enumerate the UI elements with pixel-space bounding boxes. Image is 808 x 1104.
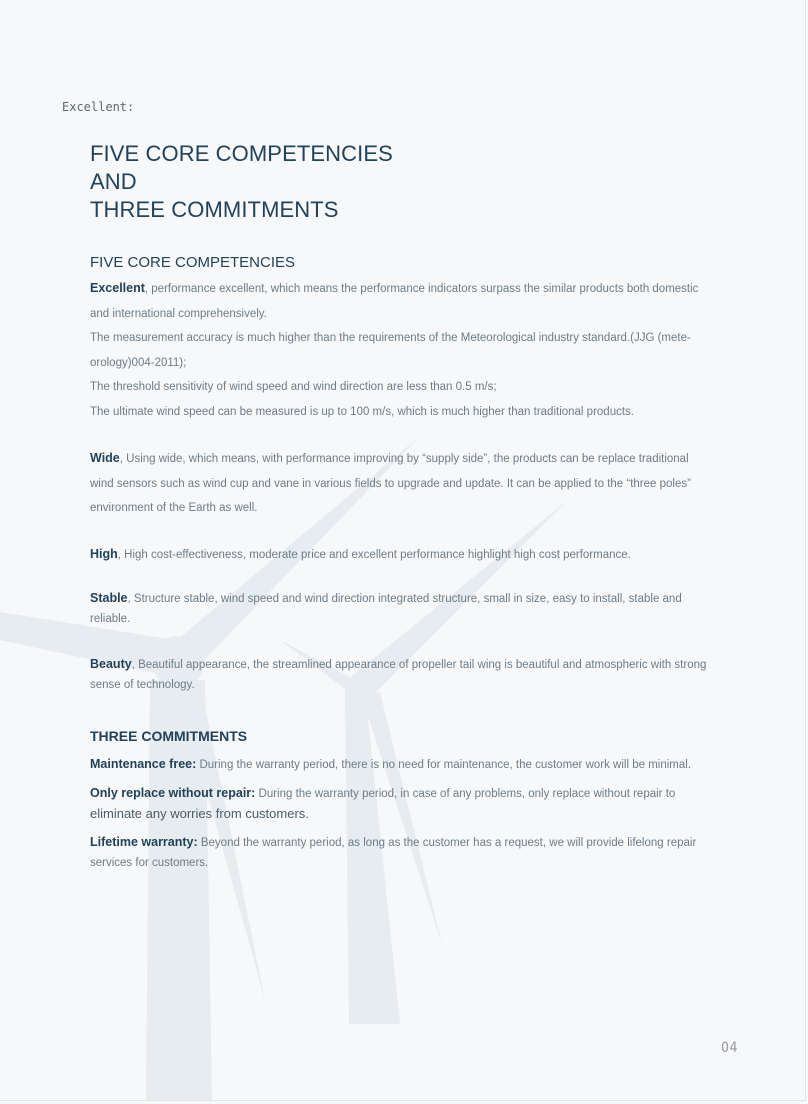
term-lifetime: Lifetime warranty: <box>90 835 198 849</box>
text: Beyond the warranty period, as long as the customer has a request, we will provide lifelong repair <box>197 837 697 849</box>
term-high: High <box>90 547 118 561</box>
paragraph-line <box>90 276 734 302</box>
paragraph-line: sense of technology. <box>90 679 195 691</box>
text: , performance excellent, which means the performance indicators surpass the similar products both domestic <box>144 283 699 295</box>
paragraph-line: The threshold sensitivity of wind speed and wind direction are less than 0.5 m/s; <box>90 381 497 393</box>
paragraph-line: orology)004-2011); <box>90 356 187 369</box>
stable-paragraph <box>90 588 734 629</box>
five-competencies-heading: FIVE CORE COMPETENCIES <box>90 254 296 271</box>
paragraph-line <box>90 588 734 609</box>
paragraph-line: reliable. <box>90 613 131 625</box>
paragraph-line: The ultimate wind speed can be measured is up to 100 m/s, which is much higher than traditional products. <box>90 405 634 418</box>
text: , Using wide, which means, with performance improving by “supply side”, the products can be replace traditional <box>119 453 689 465</box>
paragraph-line: wind sensors such as wind cup and vane in various fields to upgrade and update. It can be applied to the “three poles” <box>90 477 691 490</box>
title-line: THREE COMMITMENTS <box>90 197 339 222</box>
paragraph-line: environment of the Earth as well. <box>90 502 258 514</box>
term-beauty: Beauty <box>90 657 132 671</box>
excellent-paragraph <box>90 276 734 424</box>
term-stable: Stable <box>90 591 128 605</box>
high-paragraph <box>90 542 734 568</box>
term-wide: Wide <box>90 451 120 465</box>
paragraph-line <box>90 654 734 675</box>
three-commitments-heading: THREE COMMITMENTS <box>90 728 248 744</box>
text: , Structure stable, wind speed and wind direction integrated structure, small in size, easy to install, stable and <box>127 593 682 605</box>
paragraph-line: and international comprehensively. <box>90 307 267 320</box>
paragraph-line: services for customers. <box>90 857 209 869</box>
text: , High cost-effectiveness, moderate price and excellent performance highlight high cost performance. <box>117 549 631 561</box>
page-number: 04 <box>721 1040 739 1056</box>
title-line: FIVE CORE COMPETENCIES <box>90 141 393 166</box>
paragraph-line <box>90 446 734 472</box>
paragraph-line <box>90 783 734 804</box>
term-replace: Only replace without repair: <box>90 786 256 800</box>
wide-paragraph <box>90 446 734 521</box>
maintenance-paragraph <box>90 754 734 775</box>
text: During the warranty period, in case of any problems, only replace without repair to <box>255 788 676 800</box>
paragraph-line: The measurement accuracy is much higher than the requirements of the Meteorological industry standard.(JJG (mete- <box>90 332 691 344</box>
page-title <box>90 140 393 224</box>
text: During the warranty period, there is no need for maintenance, the customer work will be minimal. <box>196 759 692 771</box>
term-maintenance: Maintenance free: <box>90 757 197 771</box>
paragraph-line <box>90 754 734 775</box>
paragraph-line <box>90 542 734 568</box>
beauty-paragraph <box>90 654 734 695</box>
replace-paragraph <box>90 783 734 824</box>
title-line: AND <box>90 169 137 194</box>
paragraph-line <box>90 832 734 853</box>
section-tag: Excellent: <box>62 100 135 114</box>
term-excellent: Excellent <box>90 281 145 295</box>
text: , Beautiful appearance, the streamlined appearance of propeller tail wing is beautiful and atmospheric with strong <box>131 659 707 671</box>
paragraph-line: eliminate any worries from customers. <box>90 806 309 821</box>
lifetime-paragraph <box>90 832 734 873</box>
